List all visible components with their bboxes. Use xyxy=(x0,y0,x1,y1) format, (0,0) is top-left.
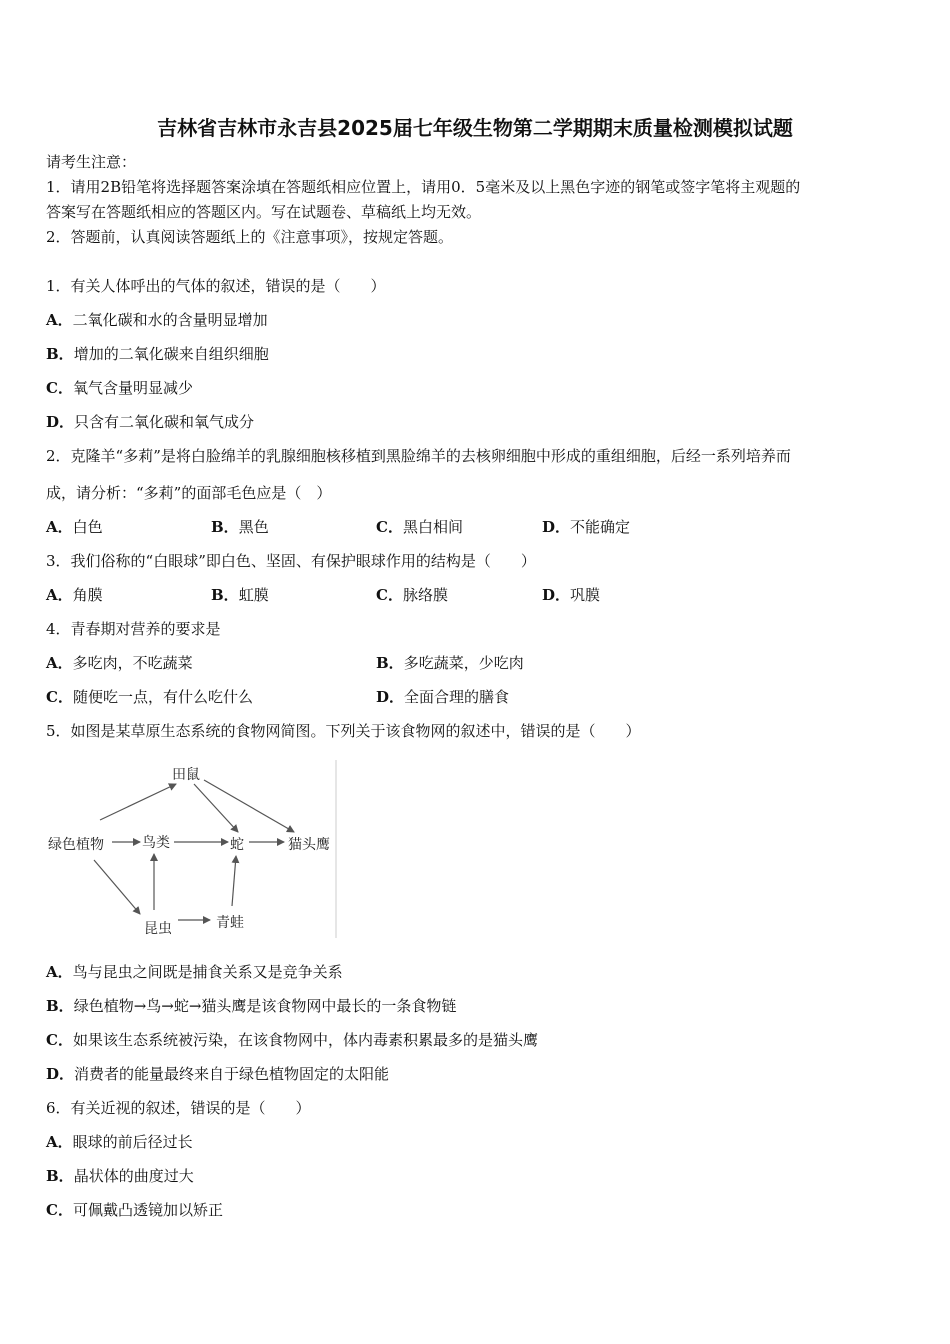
q3-option-a xyxy=(46,586,103,604)
q2-stem-line-1: 2．克隆羊“多莉”是将白脸绵羊的乳腺细胞核移植到黑脸绵羊的去核卵细胞中形成的重组细胞，后经一系列培养而 xyxy=(46,447,791,465)
q4-option-c xyxy=(46,688,253,706)
option-label: D． xyxy=(542,518,571,536)
option-label: A． xyxy=(46,586,73,604)
q2-option-c xyxy=(376,518,463,536)
option-label: B． xyxy=(211,586,239,604)
q3-option-b xyxy=(211,586,269,604)
page-title: 吉林省吉林市永吉县2025届七年级生物第二学期期末质量检测模拟试题 xyxy=(157,116,793,140)
notice-heading: 请考生注意： xyxy=(46,153,137,171)
node-owl: 猫头鹰 xyxy=(288,837,330,853)
q4-stem: 4．青春期对营养的要求是 xyxy=(46,620,221,638)
arrow-mouse-to-owl xyxy=(204,780,294,832)
q1-stem: 1．有关人体呼出的气体的叙述，错误的是（ ） xyxy=(46,277,386,295)
option-text: 绿色植物→鸟→蛇→猫头鹰是该食物网中最长的一条食物链 xyxy=(73,997,457,1015)
node-insect: 昆虫 xyxy=(144,921,172,937)
option-text: 巩膜 xyxy=(570,586,601,604)
option-text: 二氧化碳和水的含量明显增加 xyxy=(72,311,268,329)
q6-stem: 6．有关近视的叙述，错误的是（ ） xyxy=(46,1099,311,1117)
option-text: 晶状体的曲度过大 xyxy=(73,1167,194,1185)
q5-option-b xyxy=(46,997,456,1015)
option-text: 角膜 xyxy=(72,586,103,604)
option-label: C． xyxy=(46,1031,73,1049)
q2-options xyxy=(46,518,906,536)
q6-option-c xyxy=(46,1201,223,1219)
arrow-plant-to-insect xyxy=(94,860,140,914)
option-label: B． xyxy=(46,997,74,1015)
option-text: 随便吃一点，有什么吃什么 xyxy=(72,688,253,706)
q5-stem: 5．如图是某草原生态系统的食物网简图。下列关于该食物网的叙述中，错误的是（ ） xyxy=(46,722,641,740)
q2-option-d xyxy=(542,518,630,536)
q3-options xyxy=(46,586,906,604)
option-text: 鸟与昆虫之间既是捕食关系又是竞争关系 xyxy=(72,963,343,981)
q1-option-a xyxy=(46,311,268,329)
q2-option-a xyxy=(46,518,103,536)
option-label: C． xyxy=(376,586,403,604)
q4-option-d xyxy=(376,688,509,706)
option-text: 如果该生态系统被污染，在该食物网中，体内毒素积累最多的是猫头鹰 xyxy=(72,1031,538,1049)
node-bird: 鸟类 xyxy=(142,835,170,851)
option-text: 消费者的能量最终来自于绿色植物固定的太阳能 xyxy=(74,1065,390,1083)
option-text: 只含有二氧化碳和氧气成分 xyxy=(74,413,255,431)
q2-stem-line-2: 成，请分析：“多莉”的面部毛色应是（ ） xyxy=(46,484,332,502)
option-label: A． xyxy=(46,311,73,329)
option-label: C． xyxy=(46,1201,73,1219)
option-label: A． xyxy=(46,1133,73,1151)
q5-option-d xyxy=(46,1065,389,1083)
option-label: B． xyxy=(46,1167,74,1185)
option-label: A． xyxy=(46,518,73,536)
option-label: D． xyxy=(46,1065,75,1083)
option-text: 脉络膜 xyxy=(402,586,448,604)
q4-option-a xyxy=(46,654,193,672)
option-text: 可佩戴凸透镜加以矫正 xyxy=(72,1201,223,1219)
option-label: B． xyxy=(211,518,239,536)
arrow-frog-to-snake xyxy=(232,856,236,906)
q3-option-d xyxy=(542,586,600,604)
notice-item-1-line-1: 1．请用2B铅笔将选择题答案涂填在答题纸相应位置上，请用0．5毫米及以上黑色字迹的钢笔或签字笔将主观题的 xyxy=(46,178,801,196)
food-web-figure xyxy=(44,760,338,938)
q6-option-a xyxy=(46,1133,193,1151)
arrow-mouse-to-snake xyxy=(194,784,238,832)
option-text: 氧气含量明显减少 xyxy=(72,379,193,397)
q5-option-c xyxy=(46,1031,538,1049)
option-text: 全面合理的膳食 xyxy=(404,688,510,706)
notice-item-1-line-2: 答案写在答题纸相应的答题区内。写在试题卷、草稿纸上均无效。 xyxy=(46,203,482,221)
q1-option-b xyxy=(46,345,269,363)
node-plant: 绿色植物 xyxy=(48,837,104,853)
q6-option-b xyxy=(46,1167,194,1185)
q3-stem: 3．我们俗称的“白眼球”即白色、坚固、有保护眼球作用的结构是（ ） xyxy=(46,552,536,570)
node-frog: 青蛙 xyxy=(216,915,244,931)
node-snake: 蛇 xyxy=(230,837,244,853)
node-mouse: 田鼠 xyxy=(172,767,200,783)
option-label: C． xyxy=(46,379,73,397)
option-label: B． xyxy=(46,345,74,363)
q2-option-b xyxy=(211,518,269,536)
option-label: D． xyxy=(46,413,75,431)
option-text: 眼球的前后径过长 xyxy=(72,1133,193,1151)
q4-options-row-1 xyxy=(46,654,906,672)
option-label: A． xyxy=(46,963,73,981)
option-label: D． xyxy=(376,688,405,706)
q1-option-c xyxy=(46,379,193,397)
q1-option-d xyxy=(46,413,254,431)
arrow-plant-to-mouse xyxy=(100,784,176,820)
option-text: 黑色 xyxy=(238,518,269,536)
option-label: C． xyxy=(376,518,403,536)
option-label: A． xyxy=(46,654,73,672)
option-label: D． xyxy=(542,586,571,604)
q3-option-c xyxy=(376,586,448,604)
option-text: 多吃蔬菜，少吃肉 xyxy=(403,654,524,672)
option-text: 不能确定 xyxy=(570,518,631,536)
option-label: B． xyxy=(376,654,404,672)
q4-options-row-2 xyxy=(46,688,906,706)
option-text: 增加的二氧化碳来自组织细胞 xyxy=(73,345,269,363)
q5-option-a xyxy=(46,963,343,981)
option-text: 虹膜 xyxy=(238,586,269,604)
option-text: 多吃肉，不吃蔬菜 xyxy=(72,654,193,672)
option-label: C． xyxy=(46,688,73,706)
option-text: 白色 xyxy=(72,518,103,536)
q4-option-b xyxy=(376,654,524,672)
option-text: 黑白相间 xyxy=(402,518,463,536)
notice-item-2: 2．答题前，认真阅读答题纸上的《注意事项》，按规定答题。 xyxy=(46,228,454,246)
